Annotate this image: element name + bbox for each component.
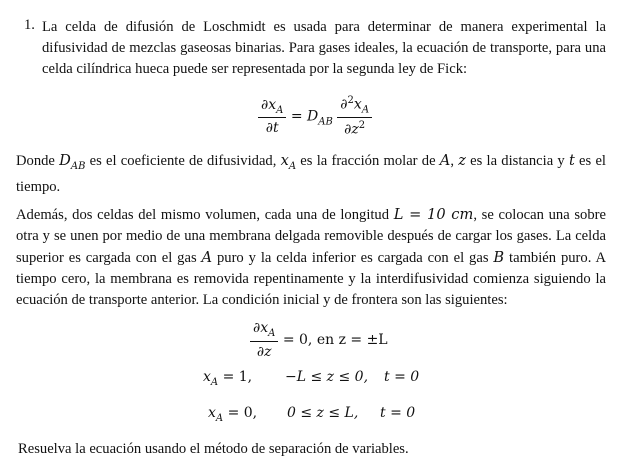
definitions-paragraph: Donde $D_{AB}$ es el coeficiente de difusividad, $x_A$ es la fracción molar de A, z es la distancia y t es el tiempo. — [16, 152, 606, 195]
lhs-fraction: $\frac{\partial x_A}{\partial t}$ — [258, 97, 286, 137]
setup-paragraph: Además, dos celdas del mismo volumen, cada una de longitud L = 10 cm, se colocan una sobre otra y se unen por medio de una membrana delgada removible después de cargar los gases. La celda superior es cargada con el gas A puro y la celda inferior es cargada con el gas B también puro. A tiempo cero, la membrana es removida repentinamente y la interdifusividad comienza siguiendo la ecuación de transporte anterior. La condición inicial y de frontera son las siguientes: — [16, 206, 606, 308]
rhs-fraction: $\frac{\partial^2x_A}{\partial z^2}$ — [337, 95, 372, 138]
fick-equation: $\frac{\partial x_A}{\partial t}$ = $D_{AB}$ $\frac{\partial^2x_A}{\partial z^2}$ — [258, 95, 372, 138]
problem-number: 1. — [24, 17, 35, 33]
diffusivity-coef: D — [307, 108, 319, 125]
intro-paragraph: La celda de difusión de Loschmidt es usada para determinar de manera experimental la difusividad de mezclas gaseosas binarias. Para gases ideales, la ecuación de transporte, para una celda cilíndrica hueca puede ser representada por la segunda ley de Fick: — [42, 19, 606, 77]
closing-instruction: Resuelva la ecuación usando el método de separación de variables. — [18, 441, 409, 457]
boundary-condition: $\frac{\partial x_A}{\partial z}$ = 0, en z = ±L — [250, 320, 388, 360]
